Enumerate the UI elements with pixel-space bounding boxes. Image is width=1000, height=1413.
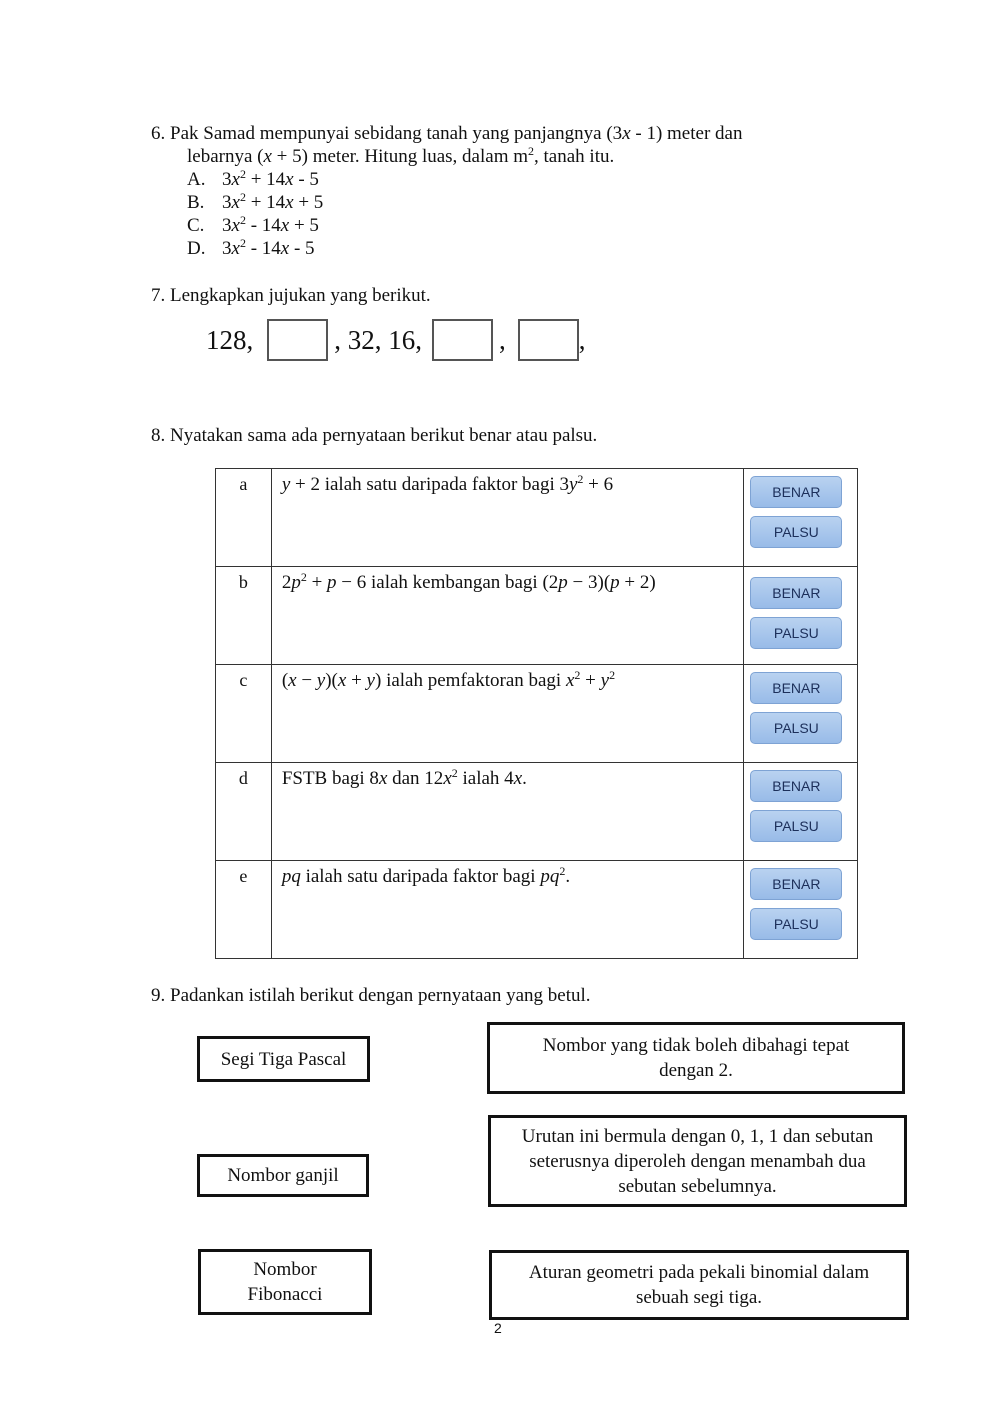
definition-line: Aturan geometri pada pekali binomial dalam xyxy=(528,1262,870,1283)
term-label: Nombor ganjil xyxy=(227,1165,339,1186)
row-label: b xyxy=(216,567,272,665)
palsu-button-a[interactable]: PALSU xyxy=(750,516,842,548)
statement-d: FSTB bagi 8x dan $12x^2$ ialah 4x. xyxy=(271,763,744,861)
table-row xyxy=(216,861,858,959)
definition-box-fibonacci[interactable] xyxy=(488,1115,907,1207)
page-number: 2 xyxy=(494,1320,502,1336)
q6-option[interactable]: B. $3x^2 + 14x + 5$ xyxy=(187,190,324,213)
q6-option[interactable]: D. $3x^2 - 14x - 5$ xyxy=(187,236,315,259)
answer-buttons xyxy=(744,763,858,861)
term-box-nombor-fibonacci[interactable] xyxy=(198,1249,372,1315)
statement-a: y + 2 ialah satu daripada faktor bagi $3y^2 + 6$ xyxy=(271,469,744,567)
definition-line: Nombor yang tidak boleh dibahagi tepat xyxy=(542,1035,850,1056)
q7-question: 7. Lengkapkan jujukan yang berikut. xyxy=(151,285,431,306)
definition-box-pascal[interactable] xyxy=(489,1250,909,1320)
statement-b: $2p^2 + p - 6$ ialah kembangan bagi (2p − 3)(p + 2) xyxy=(271,567,744,665)
term-box-segi-tiga-pascal[interactable] xyxy=(197,1036,370,1082)
definition-line: seterusnya diperoleh dengan menambah dua xyxy=(529,1150,866,1172)
q9-question: 9. Padankan istilah berikut dengan pernyataan yang betul. xyxy=(151,985,591,1006)
term-label: Nombor xyxy=(253,1259,317,1280)
benar-button-a[interactable]: BENAR xyxy=(750,476,842,508)
term-label: Fibonacci xyxy=(247,1284,323,1305)
benar-button-c[interactable]: BENAR xyxy=(750,672,842,704)
row-label: d xyxy=(216,763,272,861)
benar-button-d[interactable]: BENAR xyxy=(750,770,842,802)
q6-option[interactable]: A. $3x^2 + 14x - 5$ xyxy=(187,167,319,190)
table-row xyxy=(216,469,858,567)
q6-question-line1: 6. Pak Samad mempunyai sebidang tanah yang panjangnya (3x - 1) meter dan xyxy=(151,123,743,144)
seq-comma-end: , xyxy=(578,324,586,355)
palsu-button-e[interactable]: PALSU xyxy=(750,908,842,940)
definition-box-odd[interactable] xyxy=(487,1022,905,1094)
palsu-button-b[interactable]: PALSU xyxy=(750,617,842,649)
answer-buttons xyxy=(744,469,858,567)
statement-c: (x − y)(x + y) ialah pemfaktoran bagi $x^2 + y^2$ xyxy=(271,665,744,763)
palsu-button-d[interactable]: PALSU xyxy=(750,810,842,842)
answer-buttons xyxy=(744,567,858,665)
option-letter: B. xyxy=(187,192,205,213)
row-label: c xyxy=(216,665,272,763)
definition-line: sebuah segi tiga. xyxy=(635,1287,763,1308)
q6-option[interactable]: C. $3x^2 - 14x + 5$ xyxy=(187,213,319,236)
q8-question: 8. Nyatakan sama ada pernyataan berikut benar atau palsu. xyxy=(151,425,598,446)
row-label: e xyxy=(216,861,272,959)
table-row xyxy=(216,567,858,665)
seq-comma: , xyxy=(499,324,506,355)
q6-question-line2: lebarnya (x + 5) meter. Hitung luas, dalam $m^2$, tanah itu. xyxy=(187,144,615,167)
q7-sequence xyxy=(206,316,586,364)
palsu-button-c[interactable]: PALSU xyxy=(750,712,842,744)
term-box-nombor-ganjil[interactable] xyxy=(197,1154,369,1197)
seq-blank-1[interactable] xyxy=(267,319,328,361)
table-row xyxy=(216,763,858,861)
table-row xyxy=(216,665,858,763)
benar-button-b[interactable]: BENAR xyxy=(750,577,842,609)
statement-e: pq ialah satu daripada faktor bagi $pq^2$. xyxy=(271,861,744,959)
term-label: Segi Tiga Pascal xyxy=(220,1048,347,1070)
option-letter: C. xyxy=(187,215,205,236)
option-letter: A. xyxy=(187,169,206,190)
definition-line: sebutan sebelumnya. xyxy=(618,1175,777,1197)
answer-buttons xyxy=(744,665,858,763)
definition-line: dengan 2. xyxy=(659,1060,733,1081)
benar-button-e[interactable]: BENAR xyxy=(750,868,842,900)
option-letter: D. xyxy=(187,238,206,259)
seq-blank-2[interactable] xyxy=(432,319,493,361)
definition-line: Urutan ini bermula dengan 0, 1, 1 dan sebutan xyxy=(521,1125,874,1147)
answer-buttons xyxy=(744,861,858,959)
seq-terms-32-16: , 32, 16, xyxy=(334,324,422,355)
true-false-table xyxy=(215,468,858,959)
seq-blank-3[interactable] xyxy=(518,319,579,361)
seq-term-128: 128, xyxy=(206,324,254,355)
row-label: a xyxy=(216,469,272,567)
